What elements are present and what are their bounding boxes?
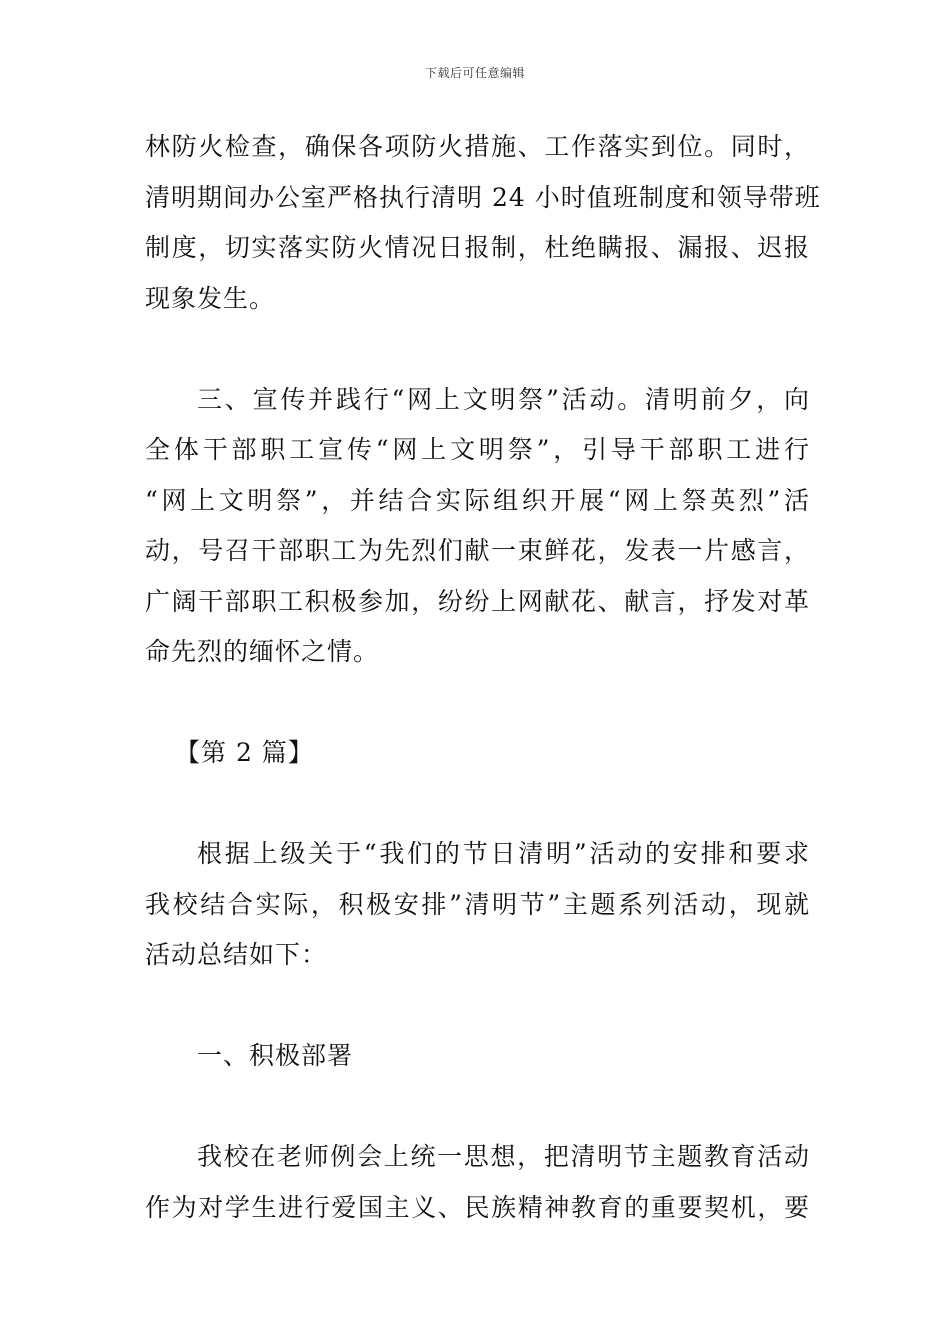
text-line: 我校在老师例会上统一思想，把清明节主题教育活动 [197,1142,810,1171]
text-line: 我校结合实际，积极安排”清明节”主题系列活动，现就 [145,889,810,919]
text-line: 根据上级关于“我们的节日清明”活动的安排和要求 [197,839,810,868]
paragraph-summary-intro [145,829,810,981]
text-line: 林防火检查，确保各项防火措施、工作落实到位。同时， [145,132,810,161]
paragraph-fire-prevention [145,122,821,324]
text-line: 制度，切实落实防火情况日报制，杜绝瞒报、漏报、迟报 [145,233,810,262]
text-line: 命先烈的缅怀之情。 [145,637,380,666]
article-label: 【第 2 篇】 [175,738,314,767]
section-heading-deployment [145,1031,810,1082]
text-line: 全体干部职工宣传“网上文明祭”，引导干部职工进行 [145,435,810,464]
text-line: 三、宣传并践行“网上文明祭”活动。清明前夕，向 [197,384,810,414]
text-line: 活动总结如下： [145,940,328,969]
paragraph-online-memorial [145,375,810,678]
text-line: 动，号召干部职工为先烈们献一束鲜花，发表一片感言， [145,536,810,565]
section-heading-article-2 [145,728,810,779]
paragraph-teacher-meeting [145,1132,810,1233]
page-header: 下载后可任意编辑 [424,66,525,80]
document-body [145,122,821,1233]
text-line: 作为对学生进行爱国主义、民族精神教育的重要契机，要 [145,1192,810,1222]
text-line: “网上文明祭”，并结合实际组织开展“网上祭英烈”活 [145,485,810,515]
text-line: 现象发生。 [145,283,276,313]
text-line: 清明期间办公室严格执行清明 24 小时值班制度和领导带班 [145,182,821,212]
heading-text: 一、积极部署 [197,1041,354,1070]
text-line: 广阔干部职工积极参加，纷纷上网献花、献言，抒发对革 [145,586,810,616]
